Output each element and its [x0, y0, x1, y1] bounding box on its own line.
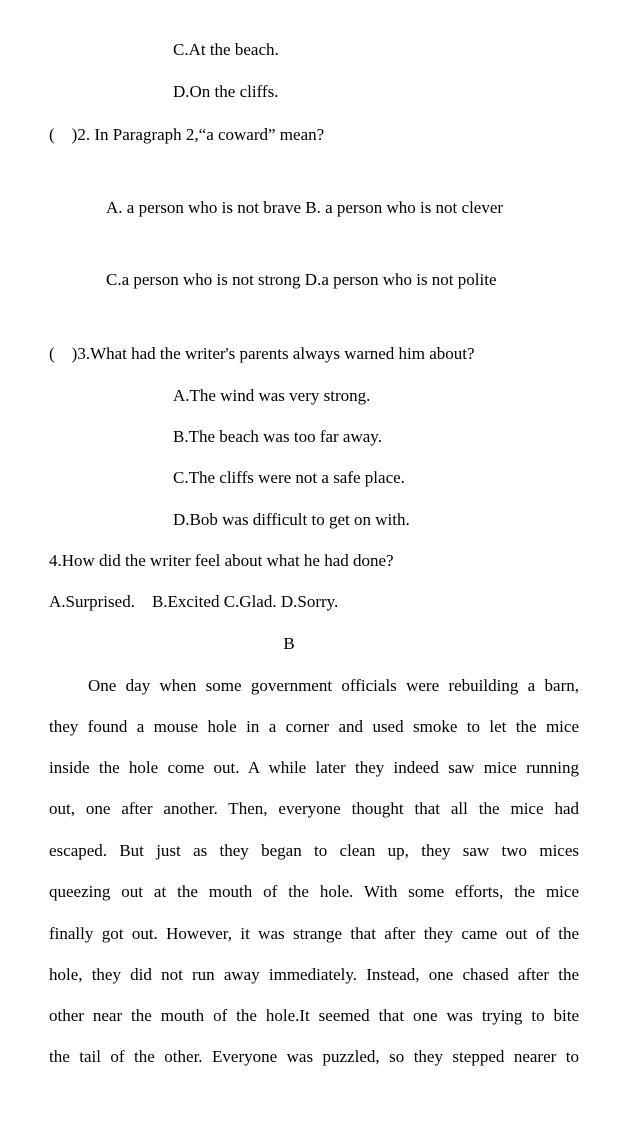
q4-options: A.Surprised. B.Excited C.Glad. D.Sorry. — [49, 592, 339, 611]
passage-line: they found a mouse hole in a corner and used smoke to let the mice — [49, 717, 579, 736]
passage-line: finally got out. However, it was strange that after they came out of the — [49, 924, 579, 943]
q4-stem: 4.How did the writer feel about what he had done? — [49, 551, 394, 570]
q2-stem: ( )2. In Paragraph 2,“a coward” mean? — [49, 125, 325, 144]
q3-option-d: D.Bob was difficult to get on with. — [173, 510, 410, 529]
passage-line: inside the hole come out. A while later they indeed saw mice running — [49, 758, 579, 777]
passage-line: queezing out at the mouth of the hole. With some efforts, the mice — [49, 882, 579, 901]
q3-option-b: B.The beach was too far away. — [173, 427, 382, 446]
q3-option-c: C.The cliffs were not a safe place. — [173, 468, 405, 487]
passage-line: other near the mouth of the hole.It seemed that one was trying to bite — [49, 1006, 579, 1025]
passage-line: out, one after another. Then, everyone thought that all the mice had — [49, 799, 579, 818]
passage-line: the tail of the other. Everyone was puzzled, so they stepped nearer to — [49, 1047, 579, 1066]
passage-line: escaped. But just as they began to clean up, they saw two mices — [49, 841, 579, 860]
q1-option-c: C.At the beach. — [173, 40, 279, 59]
passage-line: hole, they did not run away immediately. Instead, one chased after the — [49, 965, 579, 984]
passage-line: One day when some government officials were rebuilding a barn, — [88, 676, 579, 695]
q3-stem: ( )3.What had the writer's parents always warned him about? — [49, 344, 475, 363]
section-heading: B — [283, 634, 295, 653]
q1-option-d: D.On the cliffs. — [173, 82, 279, 101]
q2-options-cd: C.a person who is not strong D.a person who is not polite — [106, 270, 497, 289]
q2-options-ab: A. a person who is not brave B. a person who is not clever — [106, 198, 504, 217]
q3-option-a: A.The wind was very strong. — [173, 386, 371, 405]
